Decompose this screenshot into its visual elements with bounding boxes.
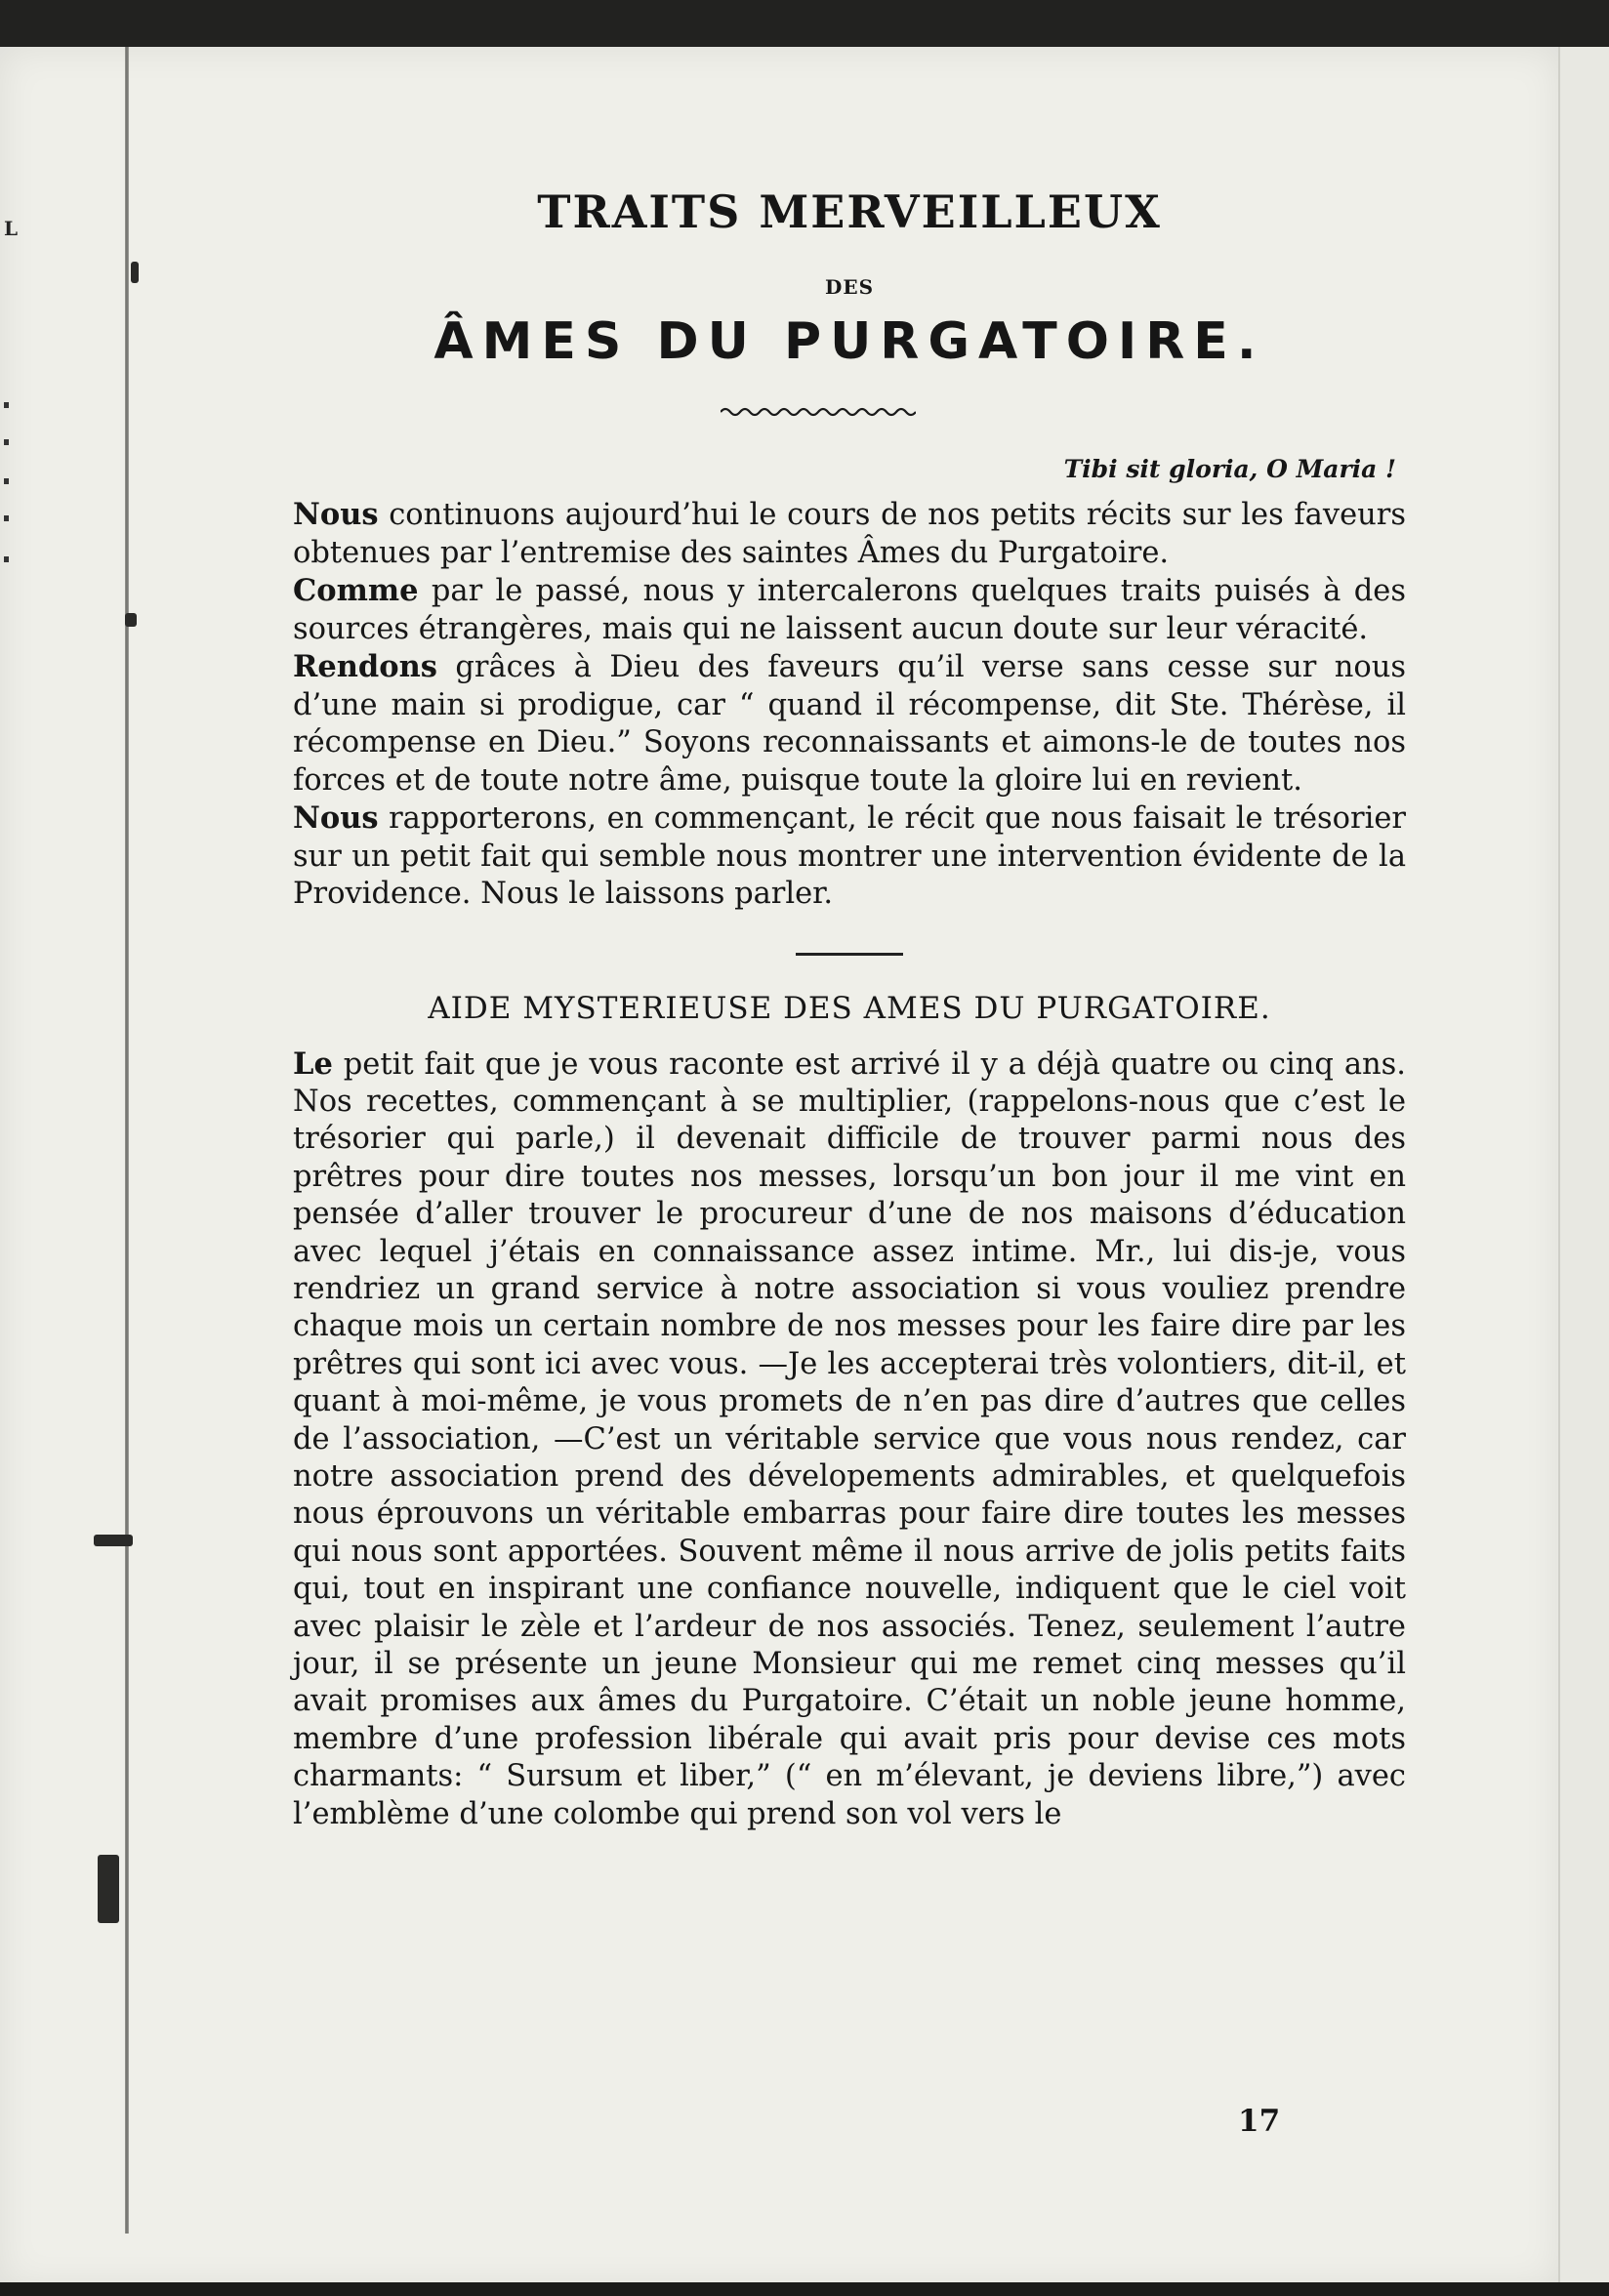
facing-page-edge bbox=[1558, 47, 1609, 2288]
paragraph-lead: Nous bbox=[293, 497, 379, 532]
paragraph-lead: Nous bbox=[293, 800, 379, 836]
paragraph-lead: Comme bbox=[293, 573, 419, 608]
paragraph-text: continuons aujourd’hui le cours de nos petits récits sur les faveurs obtenues par l’entremise des saintes Âmes du Purgatoire. bbox=[293, 498, 1406, 570]
binding-mark bbox=[98, 1855, 119, 1923]
paragraph-text: grâces à Dieu des faveurs qu’il verse sans cesse sur nous d’une main si prodigue, car “ quand il récompense, dit Ste. Thérèse, il récompense en Dieu.” Soyons reconnaissants et aimons-le de toutes nos forces et de toute notre âme, puisque toute la gloire lui en revient. bbox=[293, 650, 1406, 798]
paragraph-lead: Rendons bbox=[293, 649, 437, 684]
section-title: AIDE MYSTERIEUSE DES AMES DU PURGATOIRE. bbox=[428, 990, 1271, 1026]
facing-page-mark bbox=[4, 556, 9, 562]
facing-page-mark bbox=[4, 515, 9, 521]
facing-page-mark bbox=[4, 478, 9, 484]
scan-top-edge bbox=[0, 0, 1609, 51]
wavy-ornament bbox=[721, 402, 916, 422]
article-subtitle: ÂMES DU PURGATOIRE. bbox=[433, 312, 1265, 371]
section-divider bbox=[796, 953, 903, 956]
intro-paragraph bbox=[293, 800, 1406, 914]
binding-mark bbox=[131, 262, 139, 283]
article-body bbox=[293, 496, 1406, 1833]
paragraph-lead: Le bbox=[293, 1046, 333, 1082]
binding-mark bbox=[94, 1535, 133, 1546]
paragraph-text: petit fait que je vous raconte est arrivé il y a déjà quatre ou cinq ans. Nos recettes, commençant à se multiplier, (rappelons-nous que c’est le trésorier qui parle,) il devenait difficile de trouver parmi nous des prêtres pour dire toutes nos messes, lorsqu’un bon jour il me vint en pensée d’aller trouver le procureur d’une de nos maisons d’éducation avec lequel j’étais en connaissance assez intime. Mr., lui dis-je, vous rendriez un grand service à notre association si vous vouliez prendre chaque mois un certain nombre de nos messes pour les faire dire par les prêtres qui sont ici avec vous. —Je les accepterai très volontiers, dit-il, et quant à moi-même, je vous promets de n’en pas dire d’autres que celles de l’association, —C’est un véritable service que vous nous rendez, car notre association prend des dévelopements admirables, et quelquefois nous éprouvons un véritable embarras pour faire dire toutes les messes qui nous sont apportées. Souvent même il nous arrive de jolis petits faits qui, tout en inspirant une confiance nouvelle, indiquent que le ciel voit avec plaisir le zèle et l’ardeur de nos associés. Tenez, seulement l’autre jour, il se présente un jeune Monsieur qui me remet cinq messes qu’il avait promises aux âmes du Purgatoire. C’était un noble jeune homme, membre d’une profession libérale qui avait pris pour devise ces mots charmants: “ Sursum et liber,” (“ en m’élevant, je deviens libre,”) avec l’emblème d’une colombe qui prend son vol vers le bbox=[293, 1046, 1406, 1831]
binding-mark bbox=[125, 613, 137, 627]
facing-page-mark bbox=[4, 402, 9, 408]
intro-paragraph bbox=[293, 496, 1406, 572]
scan-bottom-edge bbox=[0, 2282, 1609, 2296]
facing-page-mark bbox=[4, 439, 9, 445]
paragraph-text: rapporterons, en commençant, le récit que nous faisait le trésorier sur un petit fait qui semble nous montrer une intervention évidente de la Providence. Nous le laissons parler. bbox=[293, 801, 1406, 911]
title-connector: DES bbox=[824, 275, 875, 299]
paragraph-text: par le passé, nous y intercalerons quelques traits puisés à des sources étrangères, mais qui ne laissent aucun doute sur leur véracité. bbox=[293, 574, 1406, 646]
epigraph: Tibi sit gloria, O Maria ! bbox=[1063, 455, 1396, 483]
facing-page-letter: L bbox=[4, 217, 19, 240]
page-number: 17 bbox=[1238, 2104, 1281, 2139]
intro-paragraph bbox=[293, 572, 1406, 648]
article-title: TRAITS MERVEILLEUX bbox=[537, 185, 1162, 238]
story-paragraph bbox=[293, 1046, 1406, 1834]
intro-paragraph bbox=[293, 648, 1406, 800]
binding-gutter bbox=[125, 47, 129, 2234]
